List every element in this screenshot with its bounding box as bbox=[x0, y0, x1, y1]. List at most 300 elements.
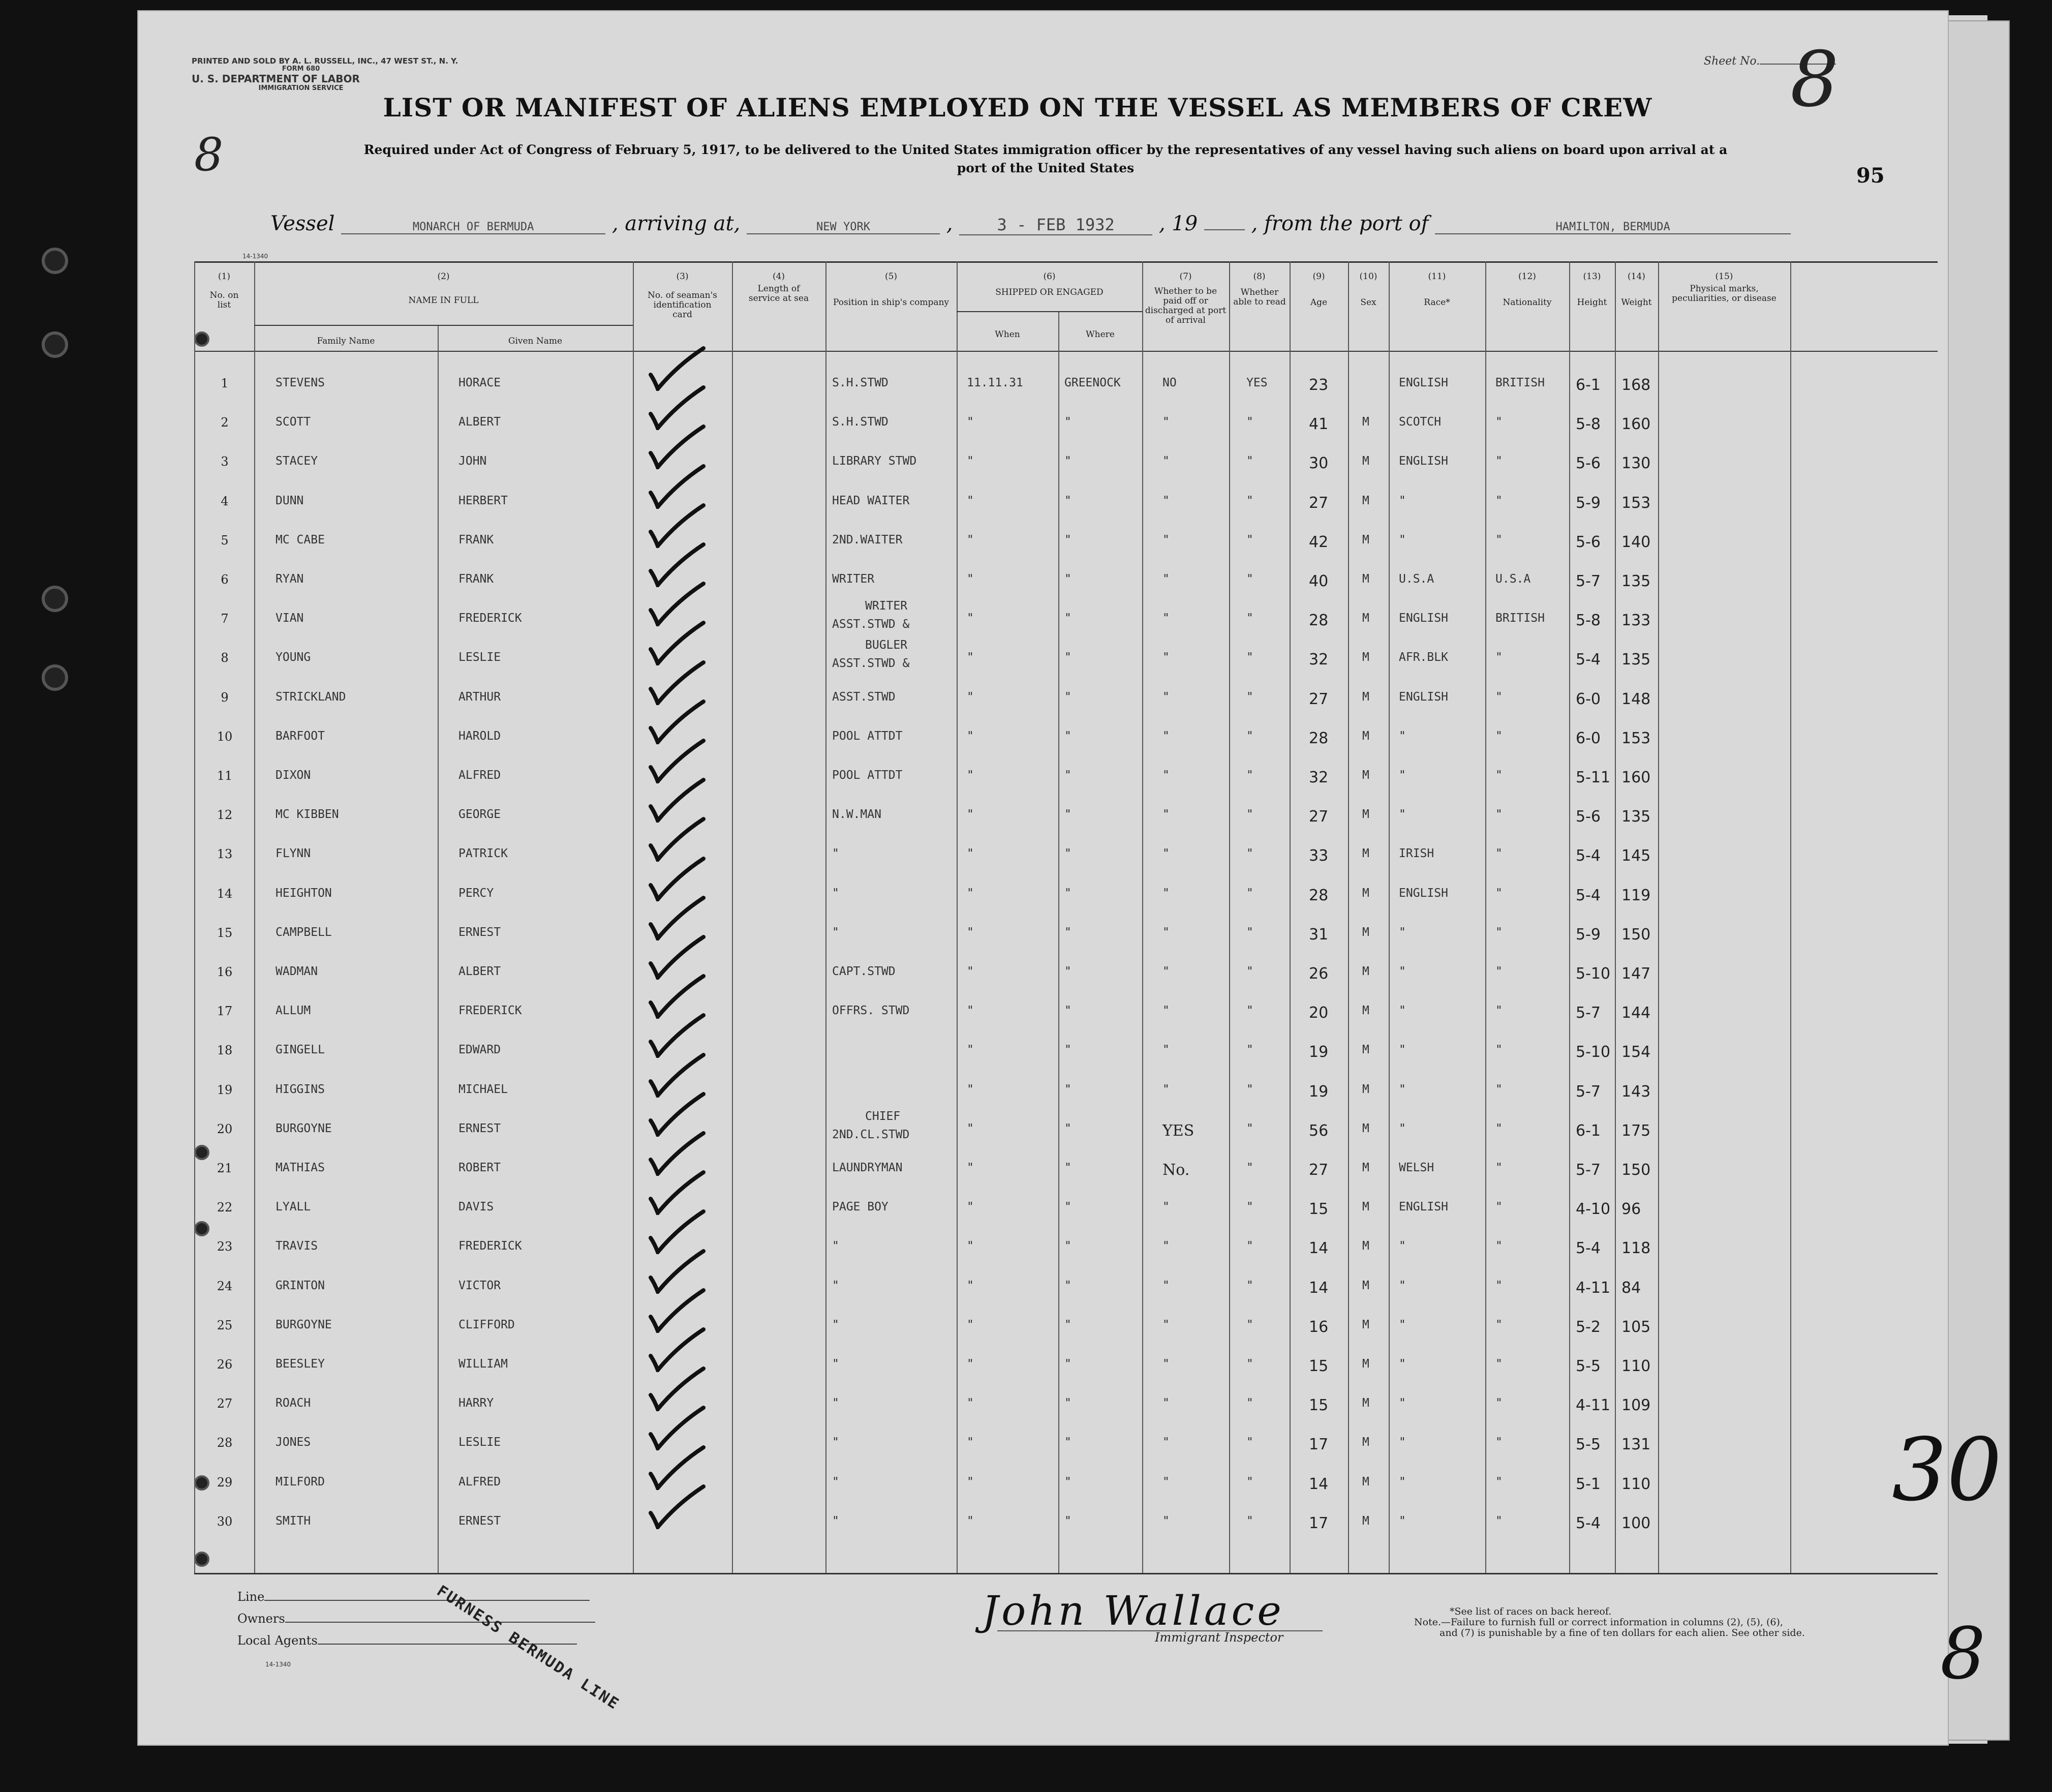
height-cell: 5-8 bbox=[1576, 415, 1601, 434]
sex-cell: M bbox=[1362, 1396, 1369, 1410]
nationality-cell: " bbox=[1495, 1475, 1503, 1489]
height-cell: 5-4 bbox=[1576, 847, 1601, 865]
nationality-cell: " bbox=[1495, 769, 1503, 782]
paid-off-cell: " bbox=[1162, 494, 1170, 507]
sex-cell: M bbox=[1362, 1514, 1369, 1528]
arrival-date: 3 - FEB 1932 bbox=[959, 215, 1152, 235]
family-name-cell: BURGOYNE bbox=[275, 1121, 332, 1135]
able-read-cell: " bbox=[1246, 1004, 1253, 1018]
race-cell: AFR.BLK bbox=[1399, 651, 1448, 664]
row-number: 8 bbox=[221, 651, 229, 665]
race-cell: ENGLISH bbox=[1399, 612, 1448, 625]
paid-off-cell: " bbox=[1162, 847, 1170, 861]
weight-cell: 119 bbox=[1621, 886, 1651, 904]
age-cell: 17 bbox=[1309, 1436, 1329, 1454]
age-cell: 27 bbox=[1309, 1161, 1329, 1179]
where-cell: " bbox=[1064, 612, 1071, 625]
height-cell: 6-1 bbox=[1576, 1121, 1601, 1140]
able-read-cell: " bbox=[1246, 612, 1253, 625]
family-name-cell: YOUNG bbox=[275, 651, 311, 664]
header-where: Where bbox=[1086, 329, 1115, 340]
height-cell: 5-6 bbox=[1576, 808, 1601, 826]
footer-notes bbox=[1414, 1606, 1861, 1638]
sex-cell: M bbox=[1362, 1318, 1369, 1331]
able-read-cell: " bbox=[1246, 494, 1253, 507]
family-name-cell: ALLUM bbox=[275, 1004, 311, 1018]
position-cell: ASST.STWD bbox=[832, 690, 896, 704]
nationality-cell: " bbox=[1495, 1200, 1503, 1214]
year-label: , 19 bbox=[1158, 212, 1198, 235]
nationality-cell: " bbox=[1495, 1396, 1503, 1410]
height-cell: 6-0 bbox=[1576, 729, 1601, 747]
age-cell: 15 bbox=[1309, 1357, 1329, 1375]
age-cell: 27 bbox=[1309, 494, 1329, 512]
row-number: 28 bbox=[217, 1436, 233, 1450]
nationality-cell: " bbox=[1495, 1004, 1503, 1018]
sex-cell: M bbox=[1362, 1004, 1369, 1018]
header-weight: Weight bbox=[1621, 297, 1652, 308]
when-cell: " bbox=[967, 651, 974, 664]
header-given-name: Given Name bbox=[508, 336, 563, 346]
race-cell: " bbox=[1399, 1475, 1406, 1489]
where-cell: " bbox=[1064, 729, 1071, 743]
position-extra-cell: BUGLER bbox=[865, 639, 908, 652]
race-cell: " bbox=[1399, 1318, 1406, 1331]
where-cell: GREENOCK bbox=[1064, 376, 1121, 389]
family-name-cell: STEVENS bbox=[275, 376, 325, 389]
nationality-cell: " bbox=[1495, 1082, 1503, 1096]
race-cell: SCOTCH bbox=[1399, 415, 1442, 429]
race-cell: U.S.A bbox=[1399, 572, 1434, 586]
sex-cell: M bbox=[1362, 612, 1369, 625]
family-name-cell: TRAVIS bbox=[275, 1239, 318, 1253]
age-cell: 40 bbox=[1309, 572, 1329, 590]
weight-cell: 168 bbox=[1621, 376, 1651, 394]
position-cell: LIBRARY STWD bbox=[832, 454, 917, 468]
paid-off-cell: " bbox=[1162, 1475, 1170, 1489]
age-cell: 33 bbox=[1309, 847, 1329, 865]
page-number: 95 bbox=[1856, 164, 1885, 188]
able-read-cell: " bbox=[1246, 729, 1253, 743]
paid-off-cell: " bbox=[1162, 1318, 1170, 1331]
where-cell: " bbox=[1064, 533, 1071, 546]
note-line: and (7) is punishable by a fine of ten dollars for each alien. See other side. bbox=[1440, 1627, 1805, 1638]
when-cell: " bbox=[967, 729, 974, 743]
position-cell: " bbox=[832, 925, 839, 939]
age-cell: 17 bbox=[1309, 1514, 1329, 1532]
row-number: 24 bbox=[217, 1279, 233, 1293]
nationality-cell: " bbox=[1495, 925, 1503, 939]
row-number: 6 bbox=[221, 572, 229, 587]
col-number: (12) bbox=[1518, 271, 1536, 282]
given-name-cell: VICTOR bbox=[458, 1279, 501, 1292]
able-read-cell: " bbox=[1246, 1318, 1253, 1331]
nationality-cell: " bbox=[1495, 1514, 1503, 1528]
when-cell: " bbox=[967, 1436, 974, 1449]
position-cell: " bbox=[832, 1514, 839, 1528]
sex-cell: M bbox=[1362, 769, 1369, 782]
sex-cell: M bbox=[1362, 690, 1369, 704]
header-length-service: Length of service at sea bbox=[748, 284, 809, 303]
nationality-cell: " bbox=[1495, 965, 1503, 978]
height-cell: 5-6 bbox=[1576, 533, 1601, 551]
paid-off-cell: " bbox=[1162, 925, 1170, 939]
height-cell: 4-10 bbox=[1576, 1200, 1611, 1219]
where-cell: " bbox=[1064, 886, 1071, 900]
nationality-cell: " bbox=[1495, 494, 1503, 507]
age-cell: 28 bbox=[1309, 729, 1329, 747]
inspector-signature: John Wallace bbox=[982, 1587, 1284, 1634]
header-nationality: Nationality bbox=[1503, 297, 1552, 308]
where-cell: " bbox=[1064, 1436, 1071, 1449]
paid-off-cell: " bbox=[1162, 1357, 1170, 1371]
position-cell: S.H.STWD bbox=[832, 376, 889, 389]
col-number: (15) bbox=[1715, 271, 1733, 282]
col-number: (14) bbox=[1628, 271, 1645, 282]
col-number: (1) bbox=[218, 271, 231, 282]
where-cell: " bbox=[1064, 651, 1071, 664]
where-cell: " bbox=[1064, 1514, 1071, 1528]
height-cell: 5-10 bbox=[1576, 965, 1611, 983]
able-read-cell: " bbox=[1246, 1436, 1253, 1449]
row-number: 29 bbox=[217, 1475, 233, 1490]
weight-cell: 147 bbox=[1621, 965, 1651, 983]
arriving-port: NEW YORK bbox=[747, 221, 940, 234]
header-when: When bbox=[995, 329, 1020, 340]
sex-cell: M bbox=[1362, 808, 1369, 822]
height-cell: 5-8 bbox=[1576, 612, 1601, 630]
col-number: (2) bbox=[437, 271, 450, 282]
row-number: 23 bbox=[217, 1239, 233, 1254]
table-top-rule bbox=[194, 261, 1938, 263]
col-number: (10) bbox=[1359, 271, 1377, 282]
family-name-cell: WADMAN bbox=[275, 965, 318, 978]
given-name-cell: ERNEST bbox=[458, 1514, 501, 1528]
sex-cell: M bbox=[1362, 494, 1369, 507]
race-cell: " bbox=[1399, 1279, 1406, 1292]
row-number: 22 bbox=[217, 1200, 233, 1215]
nationality-cell: " bbox=[1495, 533, 1503, 546]
race-cell: " bbox=[1399, 808, 1406, 822]
height-cell: 5-9 bbox=[1576, 925, 1601, 944]
col-number: (11) bbox=[1428, 271, 1446, 282]
position-cell: N.W.MAN bbox=[832, 808, 881, 822]
given-name-cell: EDWARD bbox=[458, 1043, 501, 1057]
age-cell: 20 bbox=[1309, 1004, 1329, 1022]
header-physical-marks: Physical marks, peculiarities, or disease bbox=[1672, 284, 1777, 303]
given-name-cell: FREDERICK bbox=[458, 1239, 522, 1253]
header-able-read: Whether able to read bbox=[1233, 287, 1286, 307]
position-cell: " bbox=[832, 1357, 839, 1371]
family-name-cell: ROACH bbox=[275, 1396, 311, 1410]
position-cell: ASST.STWD & bbox=[832, 657, 910, 671]
position-cell: OFFRS. STWD bbox=[832, 1004, 910, 1018]
header-position: Position in ship's company bbox=[833, 297, 950, 308]
when-cell: " bbox=[967, 1396, 974, 1410]
where-cell: " bbox=[1064, 808, 1071, 822]
when-cell: " bbox=[967, 1239, 974, 1253]
line-label: Line bbox=[237, 1590, 265, 1604]
height-cell: 5-7 bbox=[1576, 1082, 1601, 1101]
sex-cell: M bbox=[1362, 1121, 1369, 1135]
paid-off-cell: " bbox=[1162, 690, 1170, 704]
able-read-cell: " bbox=[1246, 415, 1253, 429]
sex-cell: M bbox=[1362, 415, 1369, 429]
nationality-cell: BRITISH bbox=[1495, 612, 1545, 625]
sex-cell: M bbox=[1362, 1279, 1369, 1292]
family-name-cell: HEIGHTON bbox=[275, 886, 332, 900]
paid-off-cell: No. bbox=[1162, 1161, 1190, 1179]
paid-off-cell: " bbox=[1162, 651, 1170, 664]
row-number: 25 bbox=[217, 1318, 233, 1332]
race-cell: " bbox=[1399, 1396, 1406, 1410]
family-name-cell: JONES bbox=[275, 1436, 311, 1449]
row-number: 5 bbox=[221, 533, 229, 548]
given-name-cell: HORACE bbox=[458, 376, 501, 389]
race-cell: " bbox=[1399, 965, 1406, 978]
race-cell: " bbox=[1399, 1004, 1406, 1018]
paid-off-cell: " bbox=[1162, 808, 1170, 822]
able-read-cell: " bbox=[1246, 965, 1253, 978]
height-cell: 5-10 bbox=[1576, 1043, 1611, 1061]
position-cell: 2ND.WAITER bbox=[832, 533, 903, 546]
position-cell: " bbox=[832, 1436, 839, 1449]
col-number: (9) bbox=[1312, 271, 1325, 282]
age-cell: 23 bbox=[1309, 376, 1329, 394]
where-cell: " bbox=[1064, 925, 1071, 939]
race-cell: " bbox=[1399, 925, 1406, 939]
able-read-cell: YES bbox=[1246, 376, 1268, 389]
where-cell: " bbox=[1064, 1475, 1071, 1489]
sex-cell: M bbox=[1362, 651, 1369, 664]
binder-hole bbox=[42, 331, 68, 358]
family-name-cell: BEESLEY bbox=[275, 1357, 325, 1371]
where-cell: " bbox=[1064, 1279, 1071, 1292]
weight-cell: 153 bbox=[1621, 494, 1651, 512]
given-name-cell: ALBERT bbox=[458, 965, 501, 978]
nationality-cell: " bbox=[1495, 690, 1503, 704]
sex-cell: M bbox=[1362, 1082, 1369, 1096]
row-number: 11 bbox=[217, 769, 233, 783]
row-number: 21 bbox=[217, 1161, 233, 1175]
given-name-cell: ARTHUR bbox=[458, 690, 501, 704]
age-cell: 26 bbox=[1309, 965, 1329, 983]
binder-hole bbox=[42, 586, 68, 612]
family-name-cell: SMITH bbox=[275, 1514, 311, 1528]
family-name-cell: FLYNN bbox=[275, 847, 311, 861]
nationality-cell: " bbox=[1495, 729, 1503, 743]
age-cell: 31 bbox=[1309, 925, 1329, 944]
age-cell: 19 bbox=[1309, 1043, 1329, 1061]
given-name-cell: PATRICK bbox=[458, 847, 508, 861]
weight-cell: 154 bbox=[1621, 1043, 1651, 1061]
position-cell: POOL ATTDT bbox=[832, 729, 903, 743]
where-cell: " bbox=[1064, 1004, 1071, 1018]
row-number: 20 bbox=[217, 1121, 233, 1136]
nationality-cell: " bbox=[1495, 1239, 1503, 1253]
sex-cell: M bbox=[1362, 1043, 1369, 1057]
where-cell: " bbox=[1064, 494, 1071, 507]
footer-form-code: 14-1340 bbox=[265, 1661, 291, 1668]
weight-cell: 150 bbox=[1621, 1161, 1651, 1179]
height-cell: 5-4 bbox=[1576, 1514, 1601, 1532]
col-number: (4) bbox=[772, 271, 785, 282]
age-cell: 14 bbox=[1309, 1279, 1329, 1297]
given-name-cell: LESLIE bbox=[458, 1436, 501, 1449]
paid-off-cell: " bbox=[1162, 612, 1170, 625]
able-read-cell: " bbox=[1246, 1475, 1253, 1489]
sex-cell: M bbox=[1362, 1357, 1369, 1371]
position-cell: HEAD WAITER bbox=[832, 494, 910, 507]
age-cell: 32 bbox=[1309, 651, 1329, 669]
footer-owners bbox=[237, 1612, 595, 1626]
header-sex: Sex bbox=[1360, 297, 1376, 308]
header-seaman-id: No. of seaman's identification card bbox=[647, 290, 718, 320]
header-no-on-list: No. on list bbox=[209, 290, 239, 310]
position-cell: WRITER bbox=[832, 572, 875, 586]
nationality-cell: " bbox=[1495, 1279, 1503, 1292]
vessel-line: Vessel MONARCH OF BERMUDA , arriving at, NEW YORK , 3 - FEB 1932 , 19 , from the port of HAMILTON, BERMUDA bbox=[270, 212, 1907, 235]
race-cell: ENGLISH bbox=[1399, 376, 1448, 389]
height-cell: 5-5 bbox=[1576, 1357, 1601, 1375]
age-cell: 19 bbox=[1309, 1082, 1329, 1101]
height-cell: 5-11 bbox=[1576, 769, 1611, 786]
weight-cell: 105 bbox=[1621, 1318, 1651, 1336]
given-name-cell: ALBERT bbox=[458, 415, 501, 429]
age-cell: 27 bbox=[1309, 690, 1329, 708]
age-cell: 28 bbox=[1309, 612, 1329, 630]
position-extra-cell: WRITER bbox=[865, 599, 908, 613]
nationality-cell: " bbox=[1495, 1436, 1503, 1449]
able-read-cell: " bbox=[1246, 1121, 1253, 1135]
when-cell: " bbox=[967, 886, 974, 900]
paid-off-cell: YES bbox=[1162, 1121, 1195, 1140]
able-read-cell: " bbox=[1246, 651, 1253, 664]
height-cell: 5-1 bbox=[1576, 1475, 1601, 1493]
family-name-cell: MILFORD bbox=[275, 1475, 325, 1489]
when-cell: " bbox=[967, 1279, 974, 1292]
nationality-cell: BRITISH bbox=[1495, 376, 1545, 389]
family-name-cell: BURGOYNE bbox=[275, 1318, 332, 1331]
weight-cell: 143 bbox=[1621, 1082, 1651, 1101]
binder-hole bbox=[42, 248, 68, 274]
able-read-cell: " bbox=[1246, 1239, 1253, 1253]
paid-off-cell: " bbox=[1162, 1279, 1170, 1292]
paid-off-cell: " bbox=[1162, 1004, 1170, 1018]
height-cell: 6-0 bbox=[1576, 690, 1601, 708]
form-number: FORM 680 bbox=[282, 65, 320, 73]
height-cell: 5-9 bbox=[1576, 494, 1601, 512]
given-name-cell: HAROLD bbox=[458, 729, 501, 743]
paid-off-cell: " bbox=[1162, 1436, 1170, 1449]
family-name-cell: VIAN bbox=[275, 612, 304, 625]
weight-cell: 131 bbox=[1621, 1436, 1651, 1454]
sex-cell: M bbox=[1362, 572, 1369, 586]
row-number: 14 bbox=[217, 886, 233, 901]
sex-cell: M bbox=[1362, 925, 1369, 939]
where-cell: " bbox=[1064, 454, 1071, 468]
col-number: (13) bbox=[1583, 271, 1601, 282]
sheet-no-text: Sheet No. bbox=[1704, 55, 1760, 68]
nationality-cell: " bbox=[1495, 454, 1503, 468]
weight-cell: 110 bbox=[1621, 1475, 1651, 1493]
when-cell: " bbox=[967, 572, 974, 586]
from-port-label: , from the port of bbox=[1251, 212, 1429, 235]
col-number: (3) bbox=[676, 271, 689, 282]
footer-line bbox=[237, 1590, 590, 1604]
when-cell: " bbox=[967, 1004, 974, 1018]
sex-cell: M bbox=[1362, 965, 1369, 978]
nationality-cell: " bbox=[1495, 1318, 1503, 1331]
height-cell: 5-4 bbox=[1576, 886, 1601, 904]
where-cell: " bbox=[1064, 1043, 1071, 1057]
age-cell: 15 bbox=[1309, 1396, 1329, 1415]
weight-cell: 145 bbox=[1621, 847, 1651, 865]
header-height: Height bbox=[1577, 297, 1607, 308]
subtitle-line: Required under Act of Congress of February 5, 1917, to be delivered to the United States immigration officer by the representatives of any vessel having such aliens on board upon arrival at a bbox=[363, 142, 1728, 157]
able-read-cell: " bbox=[1246, 925, 1253, 939]
when-cell: " bbox=[967, 1514, 974, 1528]
paid-off-cell: " bbox=[1162, 1396, 1170, 1410]
race-cell: ENGLISH bbox=[1399, 1200, 1448, 1214]
when-cell: " bbox=[967, 415, 974, 429]
position-cell: CAPT.STWD bbox=[832, 965, 896, 978]
note-line: Note.—Failure to furnish full or correct information in columns (2), (5), (6), bbox=[1414, 1617, 1783, 1628]
given-name-cell: FREDERICK bbox=[458, 612, 522, 625]
row-number: 4 bbox=[221, 494, 229, 508]
paid-off-cell: " bbox=[1162, 1514, 1170, 1528]
nationality-cell: " bbox=[1495, 1161, 1503, 1174]
when-cell: " bbox=[967, 1318, 974, 1331]
family-name-cell: DUNN bbox=[275, 494, 304, 507]
row-number: 10 bbox=[217, 729, 233, 744]
height-cell: 5-4 bbox=[1576, 651, 1601, 669]
position-cell: " bbox=[832, 1475, 839, 1489]
header-family-name: Family Name bbox=[317, 336, 375, 346]
weight-cell: 96 bbox=[1621, 1200, 1641, 1219]
position-cell: " bbox=[832, 1396, 839, 1410]
sex-cell: M bbox=[1362, 729, 1369, 743]
age-cell: 27 bbox=[1309, 808, 1329, 826]
where-cell: " bbox=[1064, 1161, 1071, 1174]
where-cell: " bbox=[1064, 1121, 1071, 1135]
race-cell: " bbox=[1399, 729, 1406, 743]
race-cell: " bbox=[1399, 1436, 1406, 1449]
paid-off-cell: " bbox=[1162, 1239, 1170, 1253]
row-number: 17 bbox=[217, 1004, 233, 1019]
position-cell: S.H.STWD bbox=[832, 415, 889, 429]
able-read-cell: " bbox=[1246, 847, 1253, 861]
header-shipped-engaged: SHIPPED OR ENGAGED bbox=[995, 287, 1104, 297]
family-name-cell: MC KIBBEN bbox=[275, 808, 339, 822]
given-name-cell: DAVIS bbox=[458, 1200, 494, 1214]
able-read-cell: " bbox=[1246, 1357, 1253, 1371]
where-cell: " bbox=[1064, 690, 1071, 704]
when-cell: " bbox=[967, 494, 974, 507]
given-name-cell: FRANK bbox=[458, 572, 494, 586]
sex-cell: M bbox=[1362, 847, 1369, 861]
page-title: LIST OR MANIFEST OF ALIENS EMPLOYED ON THE VESSEL AS MEMBERS OF CREW bbox=[383, 93, 1652, 123]
when-cell: " bbox=[967, 1161, 974, 1174]
weight-cell: 118 bbox=[1621, 1239, 1651, 1258]
age-cell: 15 bbox=[1309, 1200, 1329, 1219]
age-cell: 56 bbox=[1309, 1121, 1329, 1140]
position-cell: " bbox=[832, 1239, 839, 1253]
paid-off-cell: " bbox=[1162, 1200, 1170, 1214]
position-cell: " bbox=[832, 886, 839, 900]
position-cell: " bbox=[832, 1279, 839, 1292]
company-stamp: FURNESS BERMUDA LINE bbox=[433, 1582, 623, 1714]
